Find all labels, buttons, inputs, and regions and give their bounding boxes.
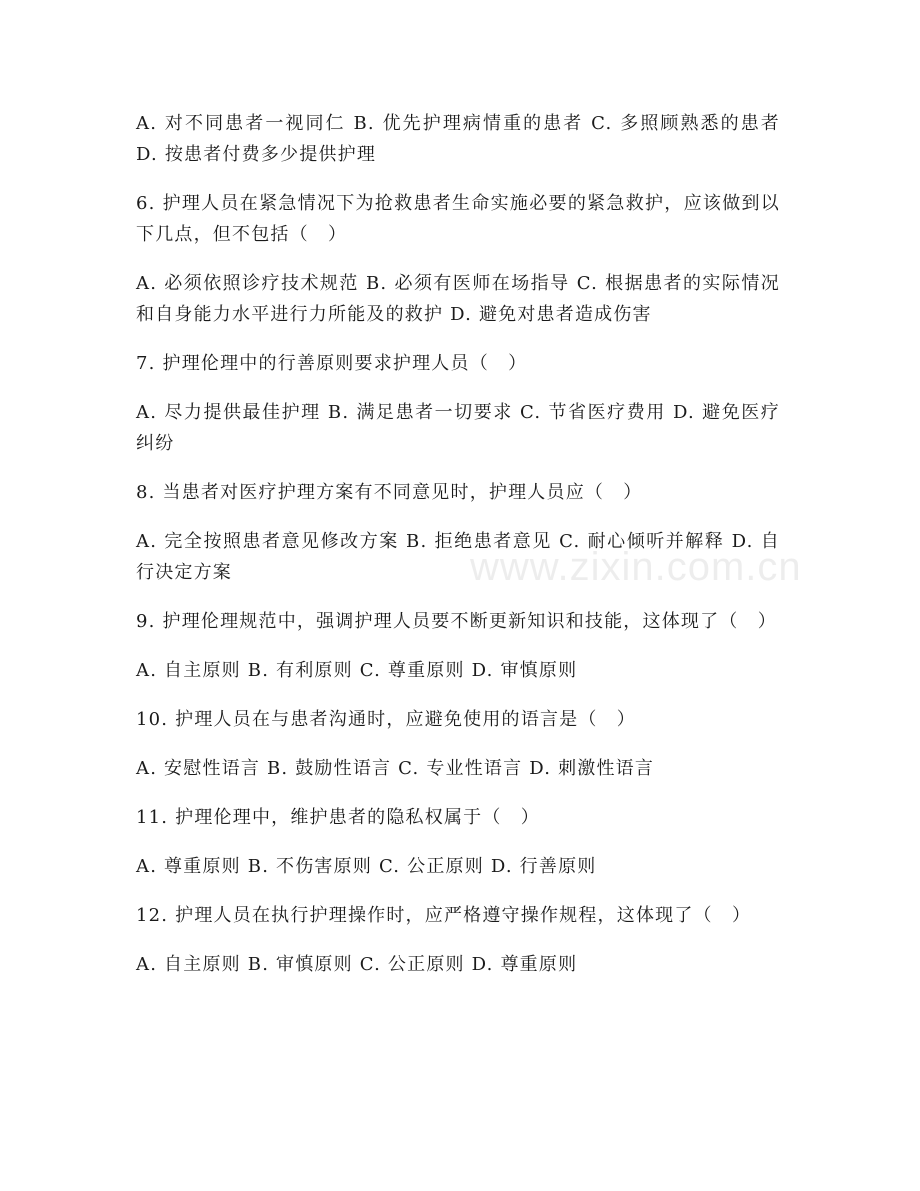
document-page xyxy=(136,108,780,998)
q8-question: 8. 当患者对医疗护理方案有不同意见时，护理人员应（ ） xyxy=(136,482,643,503)
q11-options: A. 尊重原则 B. 不伤害原则 C. 公正原则 D. 行善原则 xyxy=(136,856,597,877)
q9-options: A. 自主原则 B. 有利原则 C. 尊重原则 D. 审慎原则 xyxy=(136,660,578,681)
q9-question: 9. 护理伦理规范中，强调护理人员要不断更新知识和技能，这体现了（ ） xyxy=(136,611,777,632)
q12-question: 12. 护理人员在执行护理操作时，应严格遵守操作规程，这体现了（ ） xyxy=(136,905,752,926)
q11-question: 11. 护理伦理中，维护患者的隐私权属于（ ） xyxy=(136,807,540,828)
q10-options: A. 安慰性语言 B. 鼓励性语言 C. 专业性语言 D. 刺激性语言 xyxy=(136,758,655,779)
q6-question: 6. 护理人员在紧急情况下为抢救患者生命实施必要的紧急救护，应该做到以下几点，但不包括（ ） xyxy=(136,193,780,245)
q6-options: A. 必须依照诊疗技术规范 B. 必须有医师在场指导 C. 根据患者的实际情况和自身能力水平进行力所能及的救护 D. 避免对患者造成伤害 xyxy=(136,273,780,325)
watermark: www.zixin.com.cn xyxy=(470,545,802,589)
q7-question: 7. 护理伦理中的行善原则要求护理人员（ ） xyxy=(136,353,528,374)
q8-options: A. 完全按照患者意见修改方案 B. 拒绝患者意见 C. 耐心倾听并解释 D. 自行决定方案 xyxy=(136,531,780,583)
q5-options: A. 对不同患者一视同仁 B. 优先护理病情重的患者 C. 多照顾熟悉的患者 D. 按患者付费多少提供护理 xyxy=(136,113,780,165)
q7-options: A. 尽力提供最佳护理 B. 满足患者一切要求 C. 节省医疗费用 D. 避免医疗纠纷 xyxy=(136,402,780,454)
q10-question: 10. 护理人员在与患者沟通时，应避免使用的语言是（ ） xyxy=(136,709,636,730)
q12-options: A. 自主原则 B. 审慎原则 C. 公正原则 D. 尊重原则 xyxy=(136,954,578,975)
